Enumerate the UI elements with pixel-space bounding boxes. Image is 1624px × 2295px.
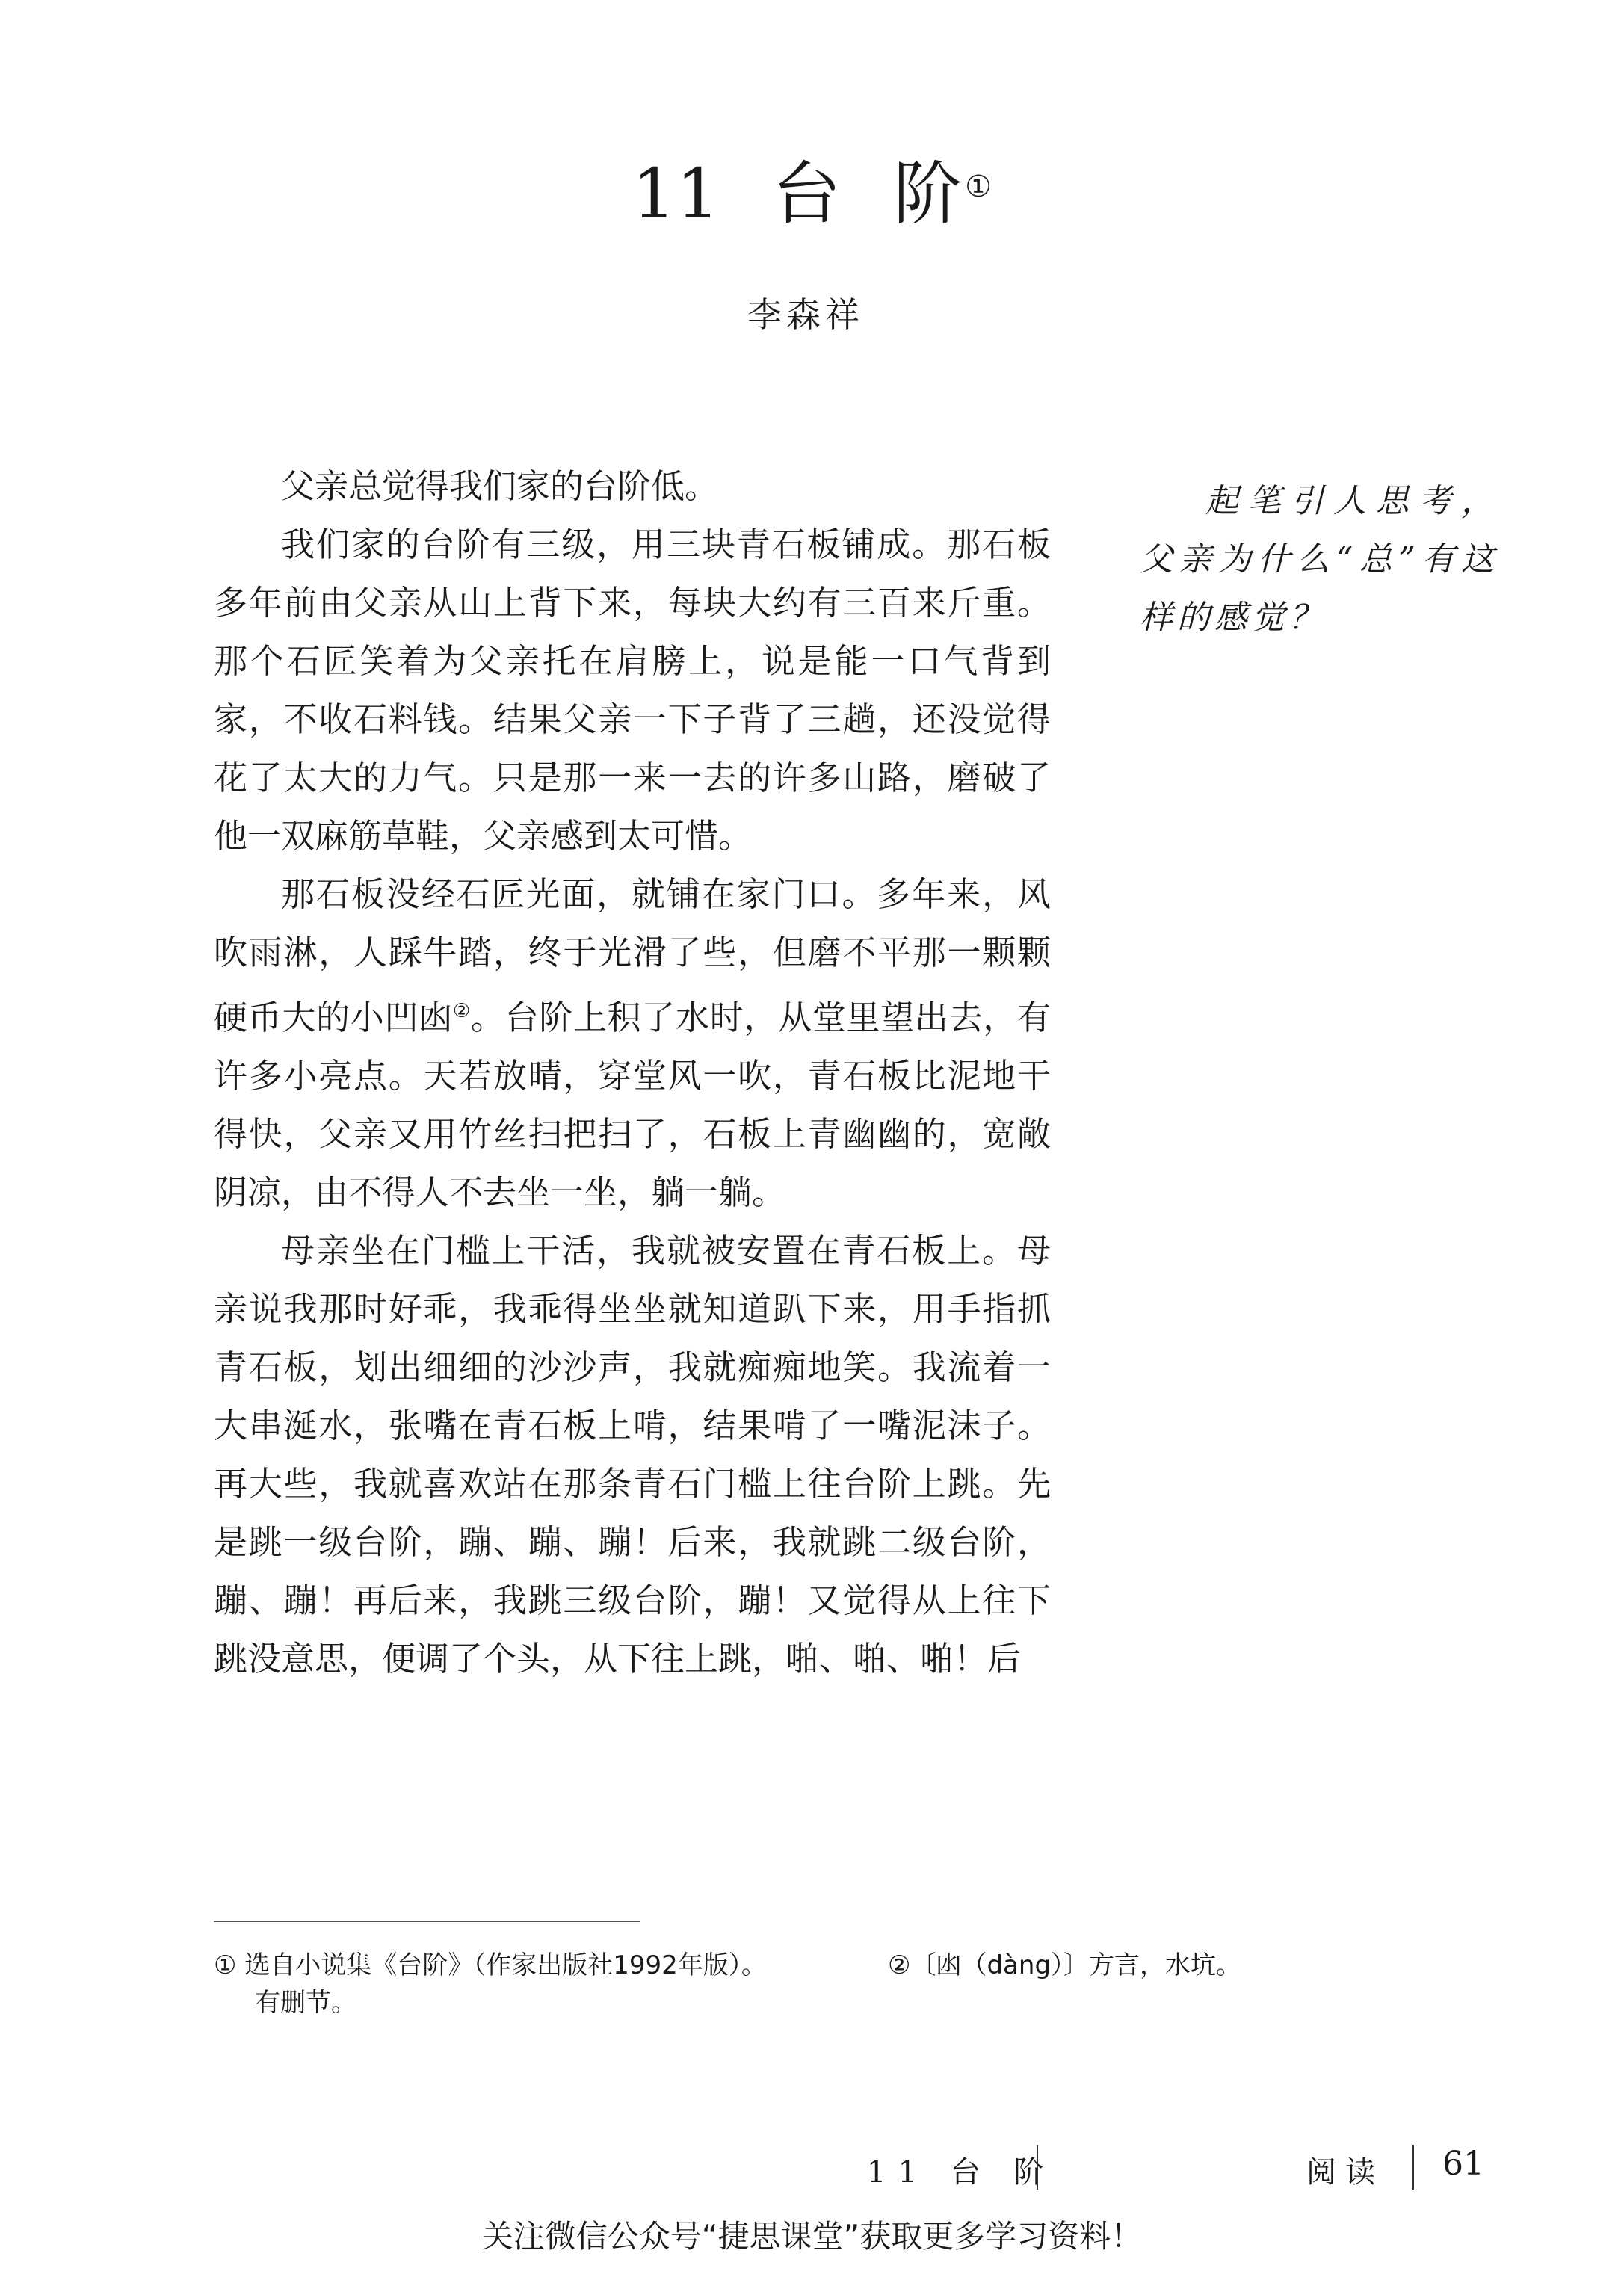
running-footer-section: 阅读 — [1306, 2155, 1384, 2190]
author-name: 李森祥 — [747, 294, 864, 335]
footer-separator — [1037, 2145, 1038, 2190]
footer-separator — [1412, 2145, 1414, 2190]
paragraph-4: 母亲坐在门槛上干活，我就被安置在青石板上。母亲说我那时好乖，我乖得坐坐就知道趴下来，用手指抓青石板，划出细细的沙沙声，我就痴痴地笑。我流着一大串涎水，张嘴在青石板上啃，结果啃了一嘴泥沫子。再大些，我就喜欢站在那条青石门槛上往台阶上跳。先是跳一级台阶，蹦、蹦、蹦！后来，我就跳二级台阶，蹦、蹦！再后来，我跳三级台阶，蹦！又觉得从上往下跳没意思，便调了个头，从下往上跳，啪、啪、啪！后 — [214, 1231, 1051, 1678]
paragraph-2: 我们家的台阶有三级，用三块青石板铺成。那石板多年前由父亲从山上背下来，每块大约有三百来斤重。那个石匠笑着为父亲托在肩膀上，说是能一口气背到家，不收石料钱。结果父亲一下子背了三趟，还没觉得花了太大的力气。只是那一来一去的许多山路，磨破了他一双麻筋草鞋，父亲感到太可惜。 — [214, 525, 1051, 856]
page-number: 61 — [1442, 2145, 1484, 2183]
running-footer-title: 11 台 阶 — [867, 2155, 1056, 2190]
main-text — [214, 457, 1051, 1688]
paragraph-3 — [214, 865, 1051, 1222]
footnote-2: ②〔凼（dàng）〕方言，水坑。 — [888, 1950, 1242, 1980]
footnote-mark-2: ② — [452, 1000, 471, 1022]
paragraph-3-part-2: 。台阶上积了水时，从堂里望出去，有许多小亮点。天若放晴，穿堂风一吹，青石板比泥地干得快，父亲又用竹丝扫把扫了，石板上青幽幽的，宽敞阴凉，由不得人不去坐一坐，躺一躺。 — [214, 998, 1051, 1212]
lesson-number: 11 — [632, 154, 720, 234]
footnote-1-line-2: 有删节。 — [255, 1988, 356, 2018]
footnote-1 — [214, 1947, 856, 2021]
lesson-title — [0, 149, 1624, 239]
promo-watermark-text: 关注微信公众号“捷思课堂”获取更多学习资料！ — [481, 2218, 1143, 2255]
title-char-2: 阶 — [893, 154, 963, 234]
footnote-divider — [214, 1921, 640, 1922]
paragraph-1: 父亲总觉得我们家的台阶低。 — [281, 466, 719, 506]
paragraph-3-part-1: 那石板没经石匠光面，就铺在家门口。多年来，风吹雨淋，人踩牛踏，终于光滑了些，但磨不平那一颗颗硬币大的小凹凼 — [214, 874, 1051, 1037]
title-footnote-mark: ① — [965, 170, 992, 204]
footnote-1-line-1: ① 选自小说集《台阶》（作家出版社1992年版）。 — [214, 1950, 767, 1980]
margin-annotation: 起笔引人思考，父亲为什么“总”有这样的感觉？ — [1140, 482, 1498, 637]
title-char-1: 台 — [772, 154, 842, 234]
